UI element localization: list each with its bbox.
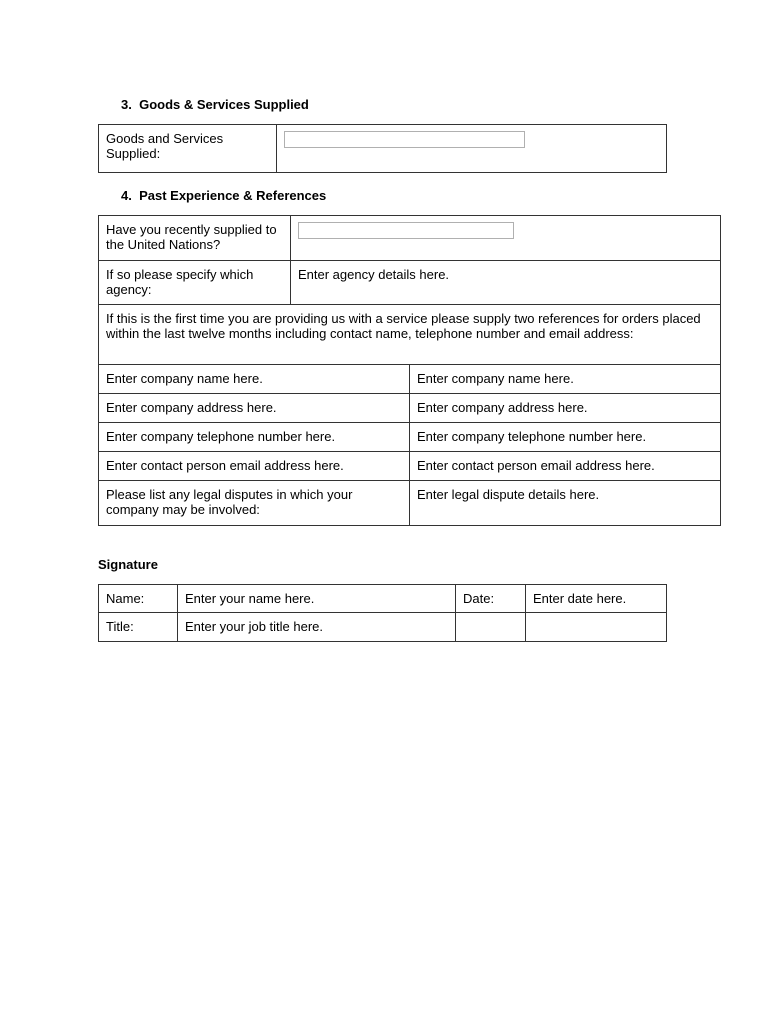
signature-table	[98, 584, 667, 642]
goods-services-cell	[277, 125, 667, 173]
reference-row-company-name	[99, 365, 721, 394]
date-input[interactable]: Enter date here.	[526, 585, 667, 613]
empty-cell	[456, 613, 526, 642]
section-3-heading	[121, 97, 309, 112]
section-4-title: Past Experience & References	[139, 188, 327, 203]
legal-disputes-label: Please list any legal disputes in which your company may be involved:	[99, 481, 410, 526]
title-label: Title:	[99, 613, 178, 642]
goods-services-label: Goods and Services Supplied:	[99, 125, 277, 173]
reference-2-company-telephone-input[interactable]: Enter company telephone number here.	[410, 423, 721, 452]
section-4-heading	[121, 188, 326, 203]
reference-2-company-address-input[interactable]: Enter company address here.	[410, 394, 721, 423]
legal-disputes-input[interactable]: Enter legal dispute details here.	[410, 481, 721, 526]
supplied-un-cell	[291, 216, 721, 261]
date-label: Date:	[456, 585, 526, 613]
reference-1-company-address-input[interactable]: Enter company address here.	[99, 394, 410, 423]
references-table	[98, 364, 721, 526]
reference-1-company-name-input[interactable]: Enter company name here.	[99, 365, 410, 394]
agency-input[interactable]: Enter agency details here.	[291, 261, 721, 305]
reference-1-contact-email-input[interactable]: Enter contact person email address here.	[99, 452, 410, 481]
job-title-input[interactable]: Enter your job title here.	[178, 613, 456, 642]
reference-row-company-telephone	[99, 423, 721, 452]
section-3-number: 3.	[121, 97, 132, 112]
goods-services-table	[98, 124, 667, 173]
name-input[interactable]: Enter your name here.	[178, 585, 456, 613]
supplied-un-label: Have you recently supplied to the United Nations?	[99, 216, 291, 261]
experience-table	[98, 215, 721, 365]
legal-disputes-row	[99, 481, 721, 526]
reference-row-company-address	[99, 394, 721, 423]
signature-heading: Signature	[98, 557, 158, 572]
reference-row-contact-email	[99, 452, 721, 481]
reference-2-contact-email-input[interactable]: Enter contact person email address here.	[410, 452, 721, 481]
section-4-number: 4.	[121, 188, 132, 203]
section-3-title: Goods & Services Supplied	[139, 97, 309, 112]
empty-cell	[526, 613, 667, 642]
name-label: Name:	[99, 585, 178, 613]
references-instruction: If this is the first time you are providing us with a service please supply two references for orders placed within the last twelve months including contact name, telephone number and email address:	[99, 305, 721, 365]
reference-2-company-name-input[interactable]: Enter company name here.	[410, 365, 721, 394]
agency-label: If so please specify which agency:	[99, 261, 291, 305]
reference-1-company-telephone-input[interactable]: Enter company telephone number here.	[99, 423, 410, 452]
supplied-un-input[interactable]	[298, 222, 514, 239]
goods-services-input[interactable]	[284, 131, 525, 148]
